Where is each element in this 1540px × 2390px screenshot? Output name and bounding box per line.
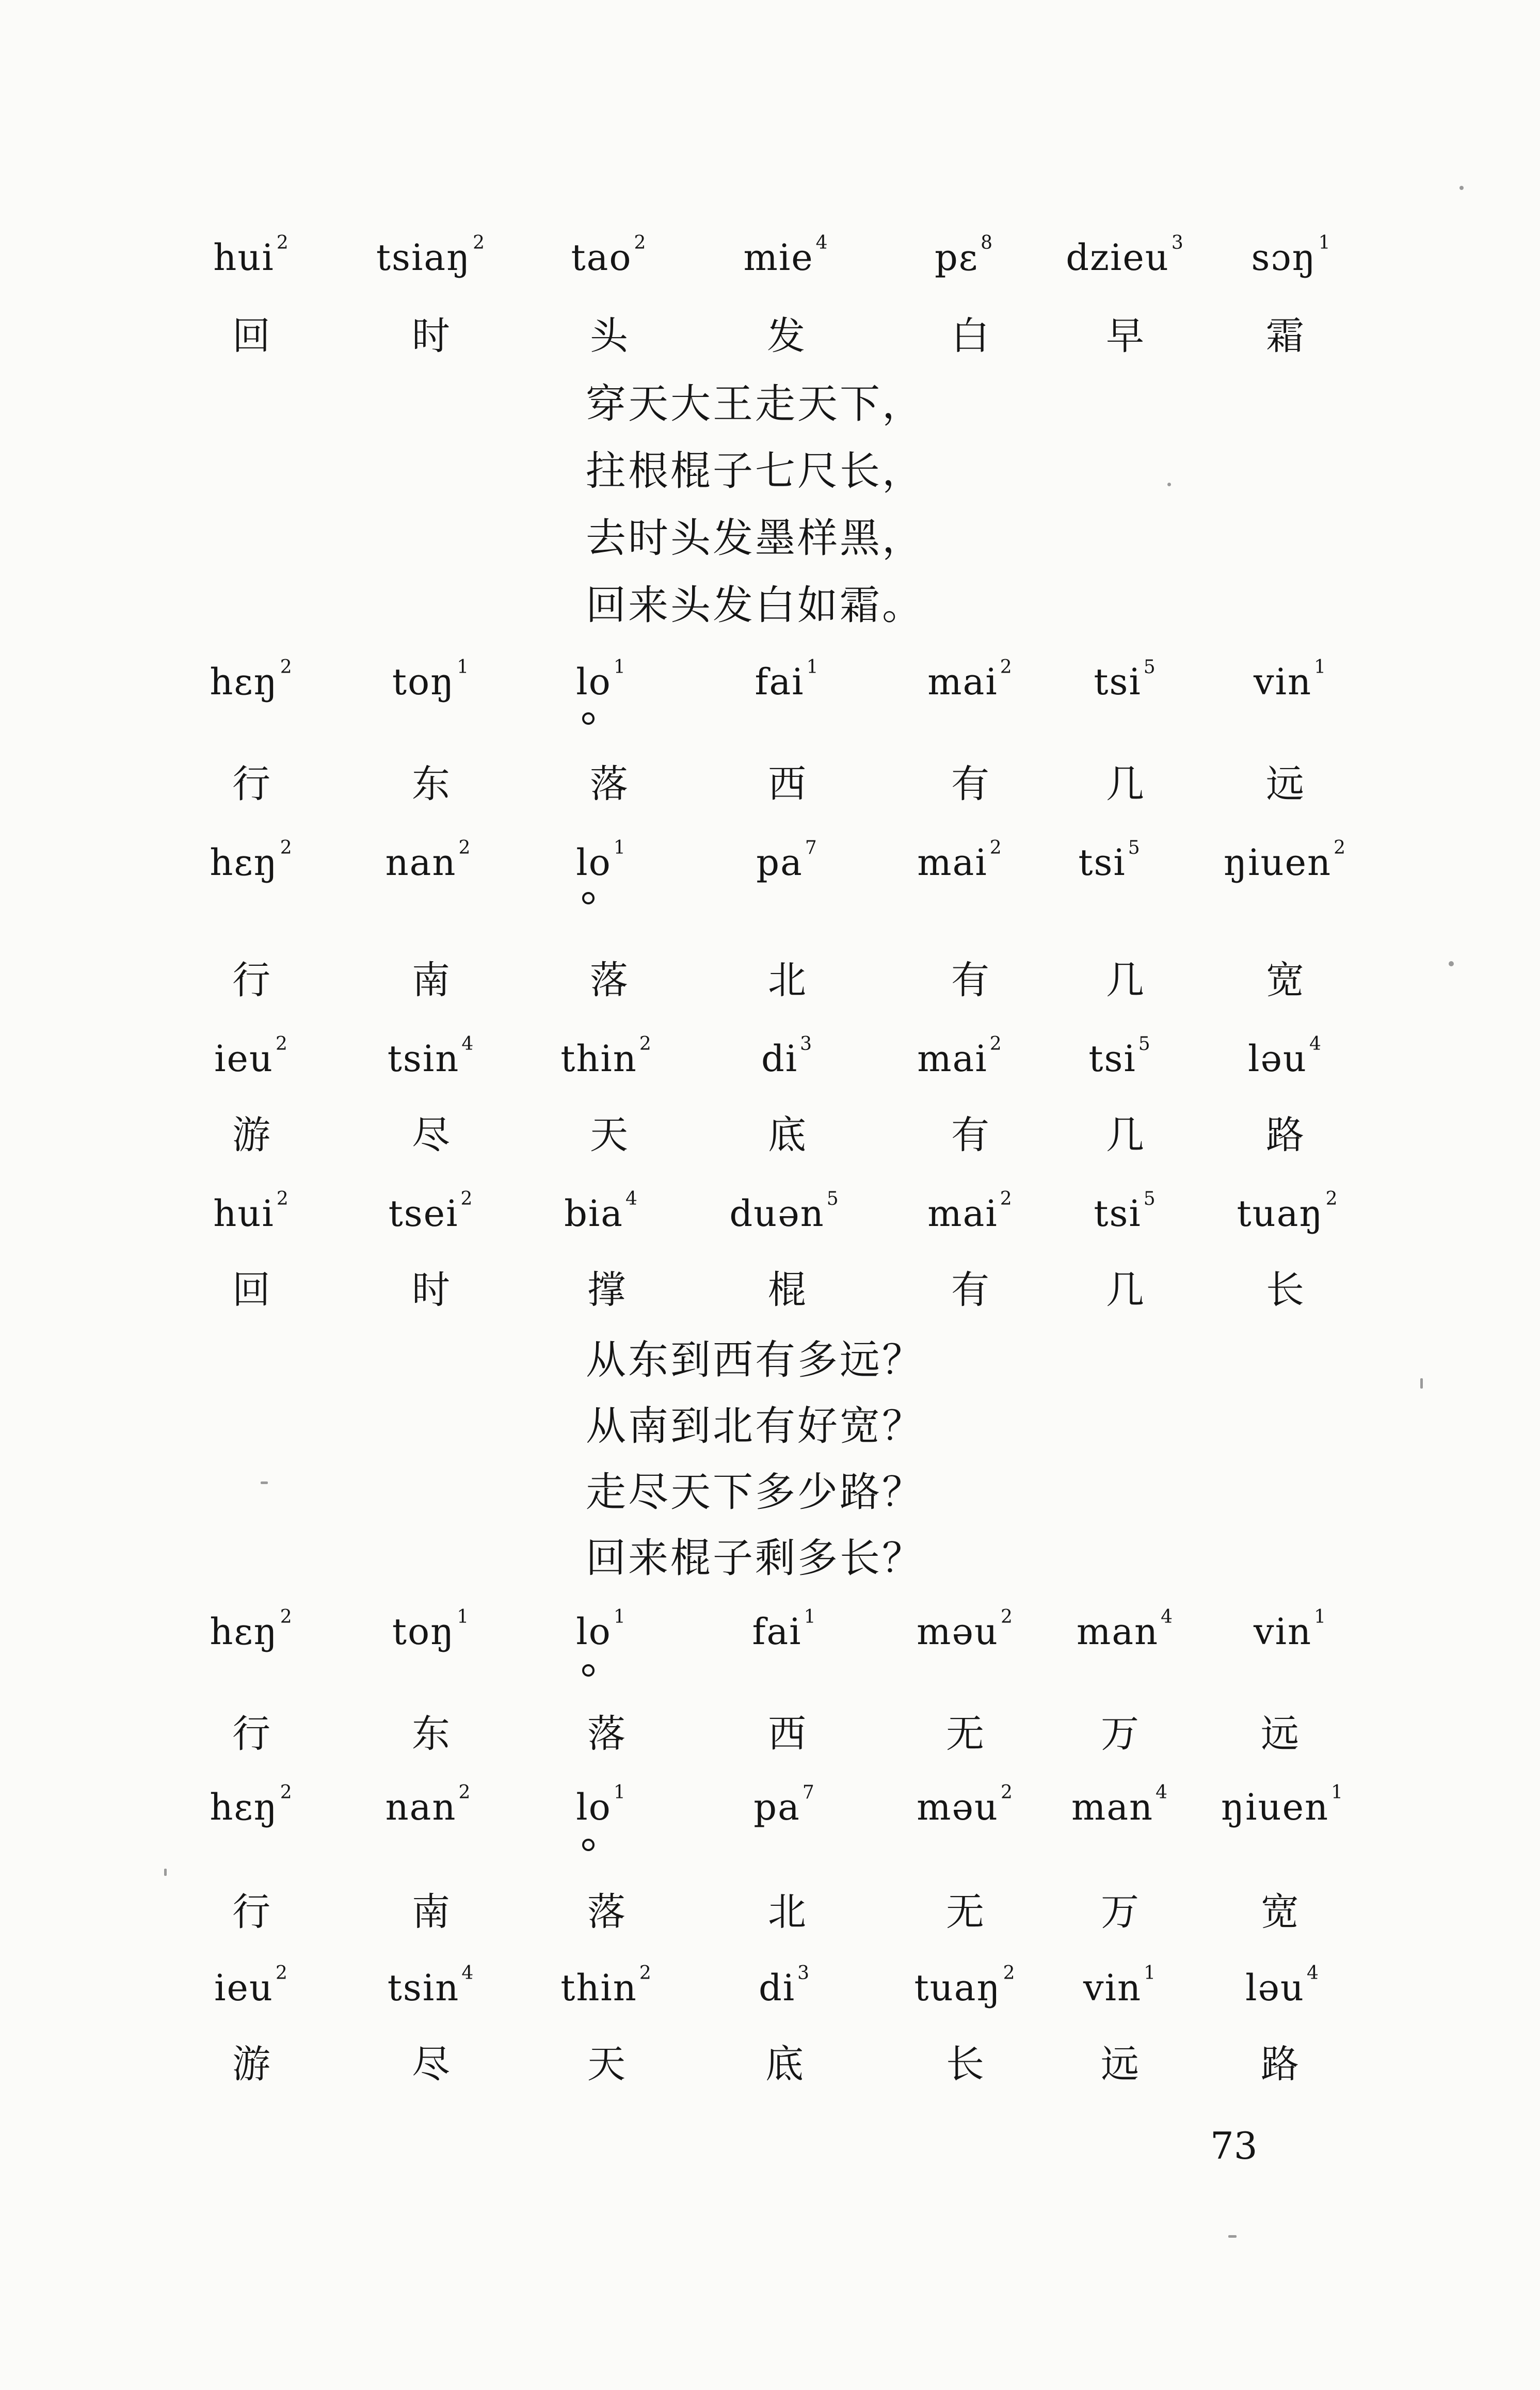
- syllable: tsi $^5$: [1094, 1188, 1157, 1235]
- character: 行: [232, 1712, 270, 1756]
- syllable: tsi $^5$: [1088, 1033, 1151, 1080]
- character-line: [0, 1703, 1540, 1765]
- character: 行: [232, 958, 270, 1002]
- character: 天: [587, 2042, 625, 2086]
- translation-line: 走尽天下多少路？: [586, 1469, 925, 1516]
- character: 回: [232, 314, 270, 358]
- character: 远: [1266, 762, 1304, 806]
- character: 游: [232, 2042, 270, 2086]
- syllable: vin $^1$: [1254, 1606, 1327, 1653]
- scan-speck: [164, 1869, 167, 1876]
- character: 南: [412, 1890, 450, 1934]
- romanization-line: [0, 1033, 1540, 1100]
- character: 南: [412, 958, 450, 1002]
- character: 几: [1106, 958, 1144, 1002]
- page-number: 73: [1210, 2124, 1258, 2168]
- syllable: vin $^1$: [1083, 1963, 1157, 2009]
- character: 落: [587, 1712, 625, 1756]
- character: 落: [590, 958, 628, 1002]
- character-line: [0, 754, 1540, 816]
- romanization-line: [0, 1606, 1540, 1672]
- syllable: hui $^2$: [213, 232, 290, 279]
- entering-tone-marker: [582, 1839, 595, 1851]
- translation-line: 回来头发白如霜。: [586, 582, 925, 629]
- syllable: tao $^2$: [571, 232, 647, 279]
- translation-line: 从南到北有好宽？: [586, 1403, 925, 1449]
- character: 霜: [1266, 314, 1304, 358]
- syllable: lo $^1$: [576, 1782, 627, 1828]
- scan-speck: [1449, 961, 1454, 966]
- scan-speck: [1459, 186, 1464, 190]
- syllable: lo $^1$: [576, 837, 627, 884]
- character-line: [0, 2034, 1540, 2096]
- character-line: [0, 950, 1540, 1012]
- syllable: mie $^4$: [743, 232, 829, 279]
- character: 棍: [768, 1268, 806, 1312]
- character: 有: [951, 762, 989, 806]
- syllable: tsiaŋ $^2$: [376, 232, 486, 279]
- syllable: mai $^2$: [917, 1033, 1003, 1080]
- character: 尽: [412, 2042, 450, 2086]
- character: 天: [590, 1113, 628, 1157]
- character: 落: [590, 762, 628, 806]
- syllable: di $^3$: [761, 1033, 813, 1080]
- romanization-line: [0, 1963, 1540, 2029]
- syllable: toŋ $^1$: [392, 657, 470, 703]
- character: 回: [232, 1268, 270, 1312]
- character: 路: [1261, 2042, 1299, 2086]
- character: 有: [951, 1113, 989, 1157]
- syllable: pa $^7$: [756, 837, 818, 884]
- syllable: ieu $^2$: [214, 1963, 288, 2009]
- scan-speck: [261, 1481, 268, 1484]
- character: 东: [412, 1712, 450, 1756]
- entering-tone-marker: [582, 712, 595, 725]
- character: 底: [765, 2042, 804, 2086]
- character: 几: [1106, 762, 1144, 806]
- syllable: toŋ $^1$: [392, 1606, 470, 1653]
- character: 远: [1261, 1712, 1299, 1756]
- syllable: tsi $^5$: [1078, 837, 1141, 884]
- character: 路: [1266, 1113, 1304, 1157]
- syllable: tuaŋ $^2$: [914, 1963, 1016, 2009]
- character-line: [0, 1105, 1540, 1167]
- syllable: ieu $^2$: [214, 1033, 288, 1080]
- syllable: hɛŋ $^2$: [210, 837, 293, 884]
- character: 底: [768, 1113, 806, 1157]
- syllable: duən $^5$: [729, 1188, 840, 1235]
- character: 宽: [1266, 958, 1304, 1002]
- scan-speck: [1228, 2235, 1237, 2238]
- romanization-line: [0, 232, 1540, 298]
- romanization-line: [0, 1782, 1540, 1848]
- syllable: hɛŋ $^2$: [210, 1606, 293, 1653]
- character: 行: [232, 762, 270, 806]
- character: 远: [1101, 2042, 1139, 2086]
- syllable: man $^4$: [1071, 1782, 1169, 1828]
- character: 万: [1101, 1712, 1139, 1756]
- character: 时: [412, 314, 450, 358]
- character: 落: [587, 1890, 625, 1934]
- character-line: [0, 1882, 1540, 1943]
- scan-speck: [1167, 483, 1171, 486]
- character: 尽: [412, 1113, 450, 1157]
- character: 行: [232, 1890, 270, 1934]
- scan-speck: [1420, 1378, 1423, 1389]
- syllable: di $^3$: [758, 1963, 811, 2009]
- syllable: nan $^2$: [385, 837, 472, 884]
- character: 西: [768, 1712, 806, 1756]
- syllable: ŋiuen $^2$: [1224, 837, 1346, 884]
- character: 东: [412, 762, 450, 806]
- syllable: mai $^2$: [927, 657, 1013, 703]
- translation-line: 穿天大王走天下，: [586, 381, 925, 427]
- syllable: fai $^1$: [755, 657, 820, 703]
- character: 长: [946, 2042, 984, 2086]
- syllable: fai $^1$: [752, 1606, 817, 1653]
- syllable: tsin $^4$: [387, 1963, 475, 2009]
- syllable: tsi $^5$: [1094, 657, 1157, 703]
- syllable: tsei $^2$: [388, 1188, 474, 1235]
- character: 头: [590, 314, 628, 358]
- syllable: pa $^7$: [753, 1782, 815, 1828]
- syllable: lo $^1$: [576, 657, 627, 703]
- syllable: məu $^2$: [917, 1782, 1014, 1828]
- syllable: thin $^2$: [560, 1033, 652, 1080]
- character: 无: [946, 1890, 984, 1934]
- character: 白: [951, 314, 989, 358]
- character-line: [0, 1260, 1540, 1321]
- entering-tone-marker: [582, 1664, 595, 1677]
- character: 撑: [587, 1268, 625, 1312]
- romanization-line: [0, 1188, 1540, 1254]
- syllable: hɛŋ $^2$: [210, 1782, 293, 1828]
- syllable: nan $^2$: [385, 1782, 472, 1828]
- translation-line: 去时头发墨样黑，: [586, 515, 925, 562]
- translation-line: 回来棍子剩多长？: [586, 1535, 925, 1582]
- syllable: ləu $^4$: [1248, 1033, 1322, 1080]
- syllable: lo $^1$: [576, 1606, 627, 1653]
- character: 有: [951, 1268, 989, 1312]
- character: 几: [1106, 1113, 1144, 1157]
- romanization-line: [0, 837, 1540, 903]
- syllable: tuaŋ $^2$: [1237, 1188, 1339, 1235]
- character: 早: [1106, 314, 1144, 358]
- syllable: mai $^2$: [927, 1188, 1013, 1235]
- syllable: man $^4$: [1076, 1606, 1174, 1653]
- entering-tone-marker: [582, 892, 595, 904]
- syllable: tsin $^4$: [387, 1033, 475, 1080]
- syllable: hɛŋ $^2$: [210, 657, 293, 703]
- character: 北: [768, 1890, 806, 1934]
- syllable: ləu $^4$: [1245, 1963, 1320, 2009]
- syllable: sɔŋ $^1$: [1251, 232, 1332, 279]
- syllable: pɛ $^8$: [935, 232, 993, 279]
- syllable: hui $^2$: [213, 1188, 290, 1235]
- syllable: ŋiuen $^1$: [1221, 1782, 1344, 1828]
- character: 游: [232, 1113, 270, 1157]
- character: 时: [412, 1268, 450, 1312]
- translation-line: 从东到西有多远？: [586, 1337, 925, 1383]
- syllable: thin $^2$: [560, 1963, 652, 2009]
- character: 有: [951, 958, 989, 1002]
- syllable: məu $^2$: [917, 1606, 1014, 1653]
- character: 几: [1106, 1268, 1144, 1312]
- character: 宽: [1261, 1890, 1299, 1934]
- syllable: mai $^2$: [917, 837, 1003, 884]
- character: 万: [1101, 1890, 1139, 1934]
- syllable: vin $^1$: [1254, 657, 1327, 703]
- character: 北: [768, 958, 806, 1002]
- character: 西: [768, 762, 806, 806]
- syllable: bia $^4$: [564, 1188, 638, 1235]
- character-line: [0, 306, 1540, 368]
- romanization-line: [0, 657, 1540, 723]
- character: 无: [946, 1712, 984, 1756]
- syllable: dzieu $^3$: [1066, 232, 1184, 279]
- character: 长: [1266, 1268, 1304, 1312]
- translation-line: 拄根棍子七尺长，: [586, 448, 925, 495]
- character: 发: [767, 314, 805, 358]
